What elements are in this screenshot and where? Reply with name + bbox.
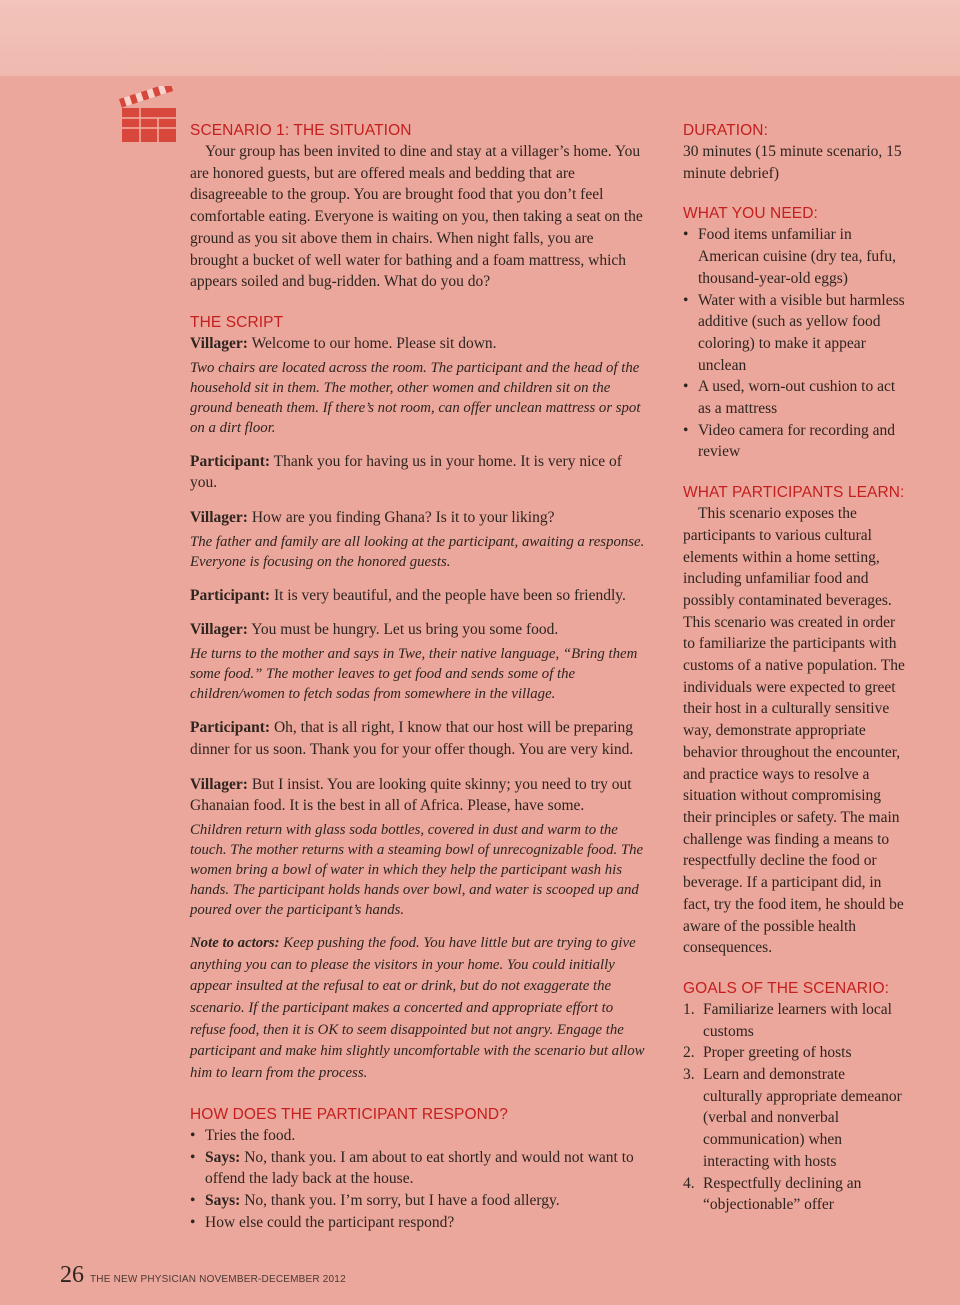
speaker-label: Participant:	[190, 586, 271, 604]
right-column	[683, 121, 905, 1216]
goals-heading: GOALS OF THE SCENARIO:	[683, 979, 890, 997]
duration-text: 30 minutes (15 minute scenario, 15 minute debrief)	[683, 143, 902, 182]
scenario-text: Your group has been invited to dine and stay at a villager’s home. You are honored guests, but are offered meals and bedding that are disagreeable to the group. You are brought food that you don’t feel comfortable eating. Everyone is waiting on you, then taking a seat on the ground as you sit above them in chairs. When night falls, you are brought a bucket of well water for bathing and a foam mattress, which appears soiled and bug-ridden. What do you do?	[190, 143, 643, 291]
need-list	[683, 224, 905, 463]
speaker-label: Participant:	[190, 452, 271, 470]
note-label: Note to actors:	[190, 934, 280, 951]
stage-direction: The father and family are all looking at the participant, awaiting a response. Everyone is focusing on the honored guests.	[190, 533, 645, 570]
response-text: Tries the food.	[205, 1126, 296, 1144]
speaker-label: Villager:	[190, 621, 248, 639]
dialogue-text: Oh, that is all right, I know that our host will be preparing dinner for us soon. Thank you for your offer though. You are very kind.	[190, 719, 634, 758]
item-number: 1.	[683, 1000, 695, 1018]
list-item: • Food items unfamiliar in American cuisine (dry tea, fufu, thousand-year-old eggs)	[683, 224, 905, 289]
top-band	[0, 0, 960, 76]
dialogue-text: But I insist. You are looking quite skinny; you need to try out Ghanaian food. It is the best in all of Africa. Please, have some.	[190, 775, 632, 815]
script-block	[190, 717, 645, 760]
dialogue-text: It is very beautiful, and the people have been so friendly.	[270, 586, 626, 604]
item-number: 2.	[683, 1044, 695, 1062]
script-line	[190, 333, 645, 355]
script-block	[190, 333, 645, 438]
clapperboard-icon	[118, 86, 178, 144]
script-line	[190, 717, 645, 760]
respond-list	[190, 1125, 645, 1234]
list-item: • Video camera for recording and review	[683, 420, 905, 463]
response-text: How else could the participant respond?	[205, 1213, 455, 1231]
script-line	[190, 774, 645, 817]
goals-list	[683, 999, 905, 1216]
says-label: Says:	[205, 1148, 241, 1166]
stage-direction: Children return with glass soda bottles, covered in dust and warm to the touch. The mother returns with a steaming bowl of unrecognizable food. The women bring a bowl of water in which they help the participant wash his hands. The participant holds hands over bowl, and water is scooped up and poured over the participant’s hands.	[190, 821, 644, 918]
dialogue-text: You must be hungry. Let us bring you some food.	[247, 621, 559, 639]
goal-text: Familiarize learners with local customs	[703, 1000, 892, 1040]
learn-heading: WHAT PARTICIPANTS LEARN:	[683, 484, 905, 502]
speaker-label: Villager:	[190, 509, 248, 527]
publication-line: THE NEW PHYSICIAN NOVEMBER-DECEMBER 2012	[90, 1274, 346, 1285]
script-line	[190, 507, 645, 529]
response-text: No, thank you. I’m sorry, but I have a food allergy.	[240, 1191, 560, 1209]
script-line	[190, 585, 645, 607]
script-block	[190, 507, 645, 572]
script-block	[190, 774, 645, 920]
stage-direction: He turns to the mother and says in Twe, their native language, “Bring them some food.” The mother leaves to get food and sends some of the children/women to fetch sodas from somewhere in the village.	[190, 646, 638, 703]
says-label: Says:	[205, 1191, 241, 1209]
speaker-label: Villager:	[190, 334, 248, 352]
list-item: • Water with a visible but harmless additive (such as yellow food coloring) to make it appear unclean	[683, 290, 905, 377]
list-item	[683, 1173, 905, 1216]
goal-text: Learn and demonstrate culturally appropriate demeanor (verbal and nonverbal communication) when interacting with hosts	[703, 1066, 902, 1170]
script-block	[190, 451, 645, 494]
list-item	[190, 1212, 645, 1234]
speaker-label: Participant:	[190, 719, 271, 737]
list-item	[683, 1064, 905, 1173]
note-text: Keep pushing the food. You have little but are trying to give anything you can to please the visitors in your home. You could initially appear insulted at the refusal to eat or drink, but do not exaggerate the scenario. If the participant makes a concerted and appropriate effort to refuse food, then it is OK to seem disappointed but not angry. Engage the participant and make him slightly uncomfortable with the scenario but allow him to learn from the process.	[190, 934, 645, 1082]
response-text: No, thank you. I am about to eat shortly and would not want to offend the lady back at the house.	[205, 1148, 634, 1188]
dialogue-text: Thank you for having us in your home. It is very nice of you.	[190, 452, 622, 492]
list-item	[683, 999, 905, 1042]
goal-text: Proper greeting of hosts	[703, 1044, 852, 1062]
left-column	[190, 121, 645, 1233]
list-item	[683, 1042, 905, 1064]
script-line	[190, 451, 645, 494]
goal-text: Respectfully declining an “objectionable” offer	[703, 1174, 862, 1214]
script-heading: THE SCRIPT	[190, 313, 284, 331]
respond-heading: HOW DOES THE PARTICIPANT RESPOND?	[190, 1105, 508, 1123]
script-block	[190, 619, 645, 704]
duration-heading: DURATION:	[683, 122, 768, 139]
actor-note	[190, 933, 645, 1085]
list-item	[190, 1125, 645, 1147]
item-number: 3.	[683, 1066, 695, 1084]
need-heading: WHAT YOU NEED:	[683, 205, 818, 223]
script-line	[190, 619, 645, 641]
learn-text: This scenario exposes the participants to various cultural elements within a home setting, including unfamiliar food and possibly contaminated beverages. This scenario was created in order to familiarize the participants with customs of a native population. The individuals were expected to greet their host in a culturally sensitive way, demonstrate appropriate behavior throughout the encounter, and practice ways to resolve a situation without compromising their principles or safety. The main challenge was finding a means to respectfully decline the food or beverage. If a participant did, in fact, try the food item, he should be aware of the possible health consequences.	[683, 505, 905, 957]
item-number: 4.	[683, 1174, 695, 1192]
list-item	[190, 1147, 645, 1190]
dialogue-text: Welcome to our home. Please sit down.	[247, 334, 497, 352]
speaker-label: Villager:	[190, 775, 248, 793]
list-item	[190, 1190, 645, 1212]
script-block	[190, 585, 645, 607]
page-number: 26	[60, 1262, 84, 1288]
stage-direction: Two chairs are located across the room. The participant and the head of the household sit in them. The mother, other women and children sit on the ground beneath them. If there’s not room, can offer unclean mattress or spot on a dirt floor.	[190, 359, 641, 436]
dialogue-text: How are you finding Ghana? Is it to your liking?	[247, 509, 555, 527]
scenario-heading: SCENARIO 1: THE SITUATION	[190, 122, 412, 139]
list-item: • A used, worn-out cushion to act as a mattress	[683, 376, 905, 419]
page-footer	[60, 1262, 346, 1290]
